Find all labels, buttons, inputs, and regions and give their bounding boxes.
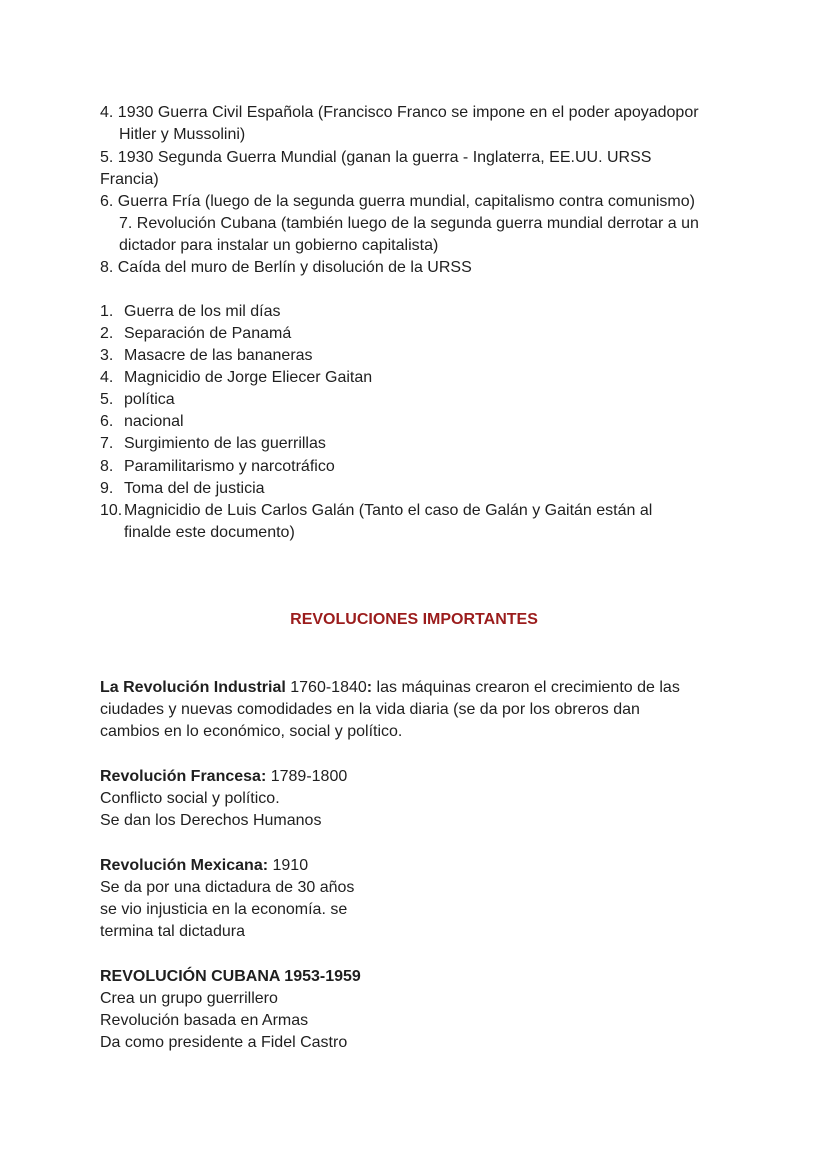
list-number: 1. (100, 303, 114, 320)
list-item-4-line2: Hitler y Mussolini) (119, 126, 246, 143)
list-item: Toma del de justicia (124, 480, 265, 497)
mexicana-title: Revolución Mexicana: (100, 857, 269, 874)
industrial-line2: ciudades y nuevas comodidades en la vida diaria (se da por los obreros dan (100, 701, 640, 718)
list-item: Separación de Panamá (124, 325, 292, 342)
list-item-7-line2: dictador para instalar un gobierno capitalista) (119, 237, 439, 254)
list-item: Surgimiento de las guerrillas (124, 435, 326, 452)
list-item-8-line1: 8. Caída del muro de Berlín y disolución de la URSS (100, 259, 472, 276)
list-item: Masacre de las bananeras (124, 347, 313, 364)
list-number: 10. (100, 502, 123, 519)
cubana-line1: Crea un grupo guerrillero (100, 990, 278, 1007)
list-item-5-line2: Francia) (100, 171, 159, 188)
section-heading: REVOLUCIONES IMPORTANTES (290, 611, 538, 628)
mexicana-line3: termina tal dictadura (100, 923, 245, 940)
list-item: Magnicidio de Jorge Eliecer Gaitan (124, 369, 373, 386)
francesa-title: Revolución Francesa: (100, 768, 267, 785)
list-number: 7. (100, 435, 114, 452)
mexicana-years: 1910 (268, 857, 309, 874)
list-number: 2. (100, 325, 114, 342)
mexicana-line1: Se da por una dictadura de 30 años (100, 879, 355, 896)
industrial-text: las máquinas crearon el crecimiento de las (372, 679, 680, 696)
list-item: Guerra de los mil días (124, 303, 281, 320)
mexicana-heading (100, 855, 308, 877)
list-item-6-line1: 6. Guerra Fría (luego de la segunda guerra mundial, capitalismo contra comunismo) (100, 193, 695, 210)
cubana-line2: Revolución basada en Armas (100, 1012, 309, 1029)
industrial-colon: : (366, 679, 373, 696)
list-item: nacional (124, 413, 184, 430)
industrial-line3: cambios en lo económico, social y político. (100, 723, 403, 740)
list-item-4-line1: 4. 1930 Guerra Civil Española (Francisco Franco se impone en el poder apoyadopor (100, 104, 699, 121)
francesa-line2: Se dan los Derechos Humanos (100, 812, 322, 829)
list-item: Paramilitarismo y narcotráfico (124, 458, 335, 475)
list-number: 8. (100, 458, 114, 475)
list-number: 6. (100, 413, 114, 430)
list-number: 9. (100, 480, 114, 497)
list-item-continuation: finalde este documento) (124, 524, 295, 541)
list-item-7-line1: 7. Revolución Cubana (también luego de la segunda guerra mundial derrotar a un (119, 215, 699, 232)
mexicana-line2: se vio injusticia en la economía. se (100, 901, 348, 918)
industrial-years: 1760-1840 (285, 679, 367, 696)
list-item: política (124, 391, 175, 408)
cubana-heading (100, 966, 361, 988)
list-item-5-line1: 5. 1930 Segunda Guerra Mundial (ganan la guerra - Inglaterra, EE.UU. URSS (100, 149, 652, 166)
cubana-title: REVOLUCIÓN CUBANA 1953-1959 (100, 968, 361, 985)
francesa-line1: Conflicto social y político. (100, 790, 280, 807)
francesa-years: 1789-1800 (266, 768, 348, 785)
cubana-line3: Da como presidente a Fidel Castro (100, 1034, 348, 1051)
industrial-title: La Revolución Industrial (100, 679, 286, 696)
industrial-line1 (100, 677, 680, 699)
list-item: Magnicidio de Luis Carlos Galán (Tanto el caso de Galán y Gaitán están al (124, 502, 653, 519)
list-number: 3. (100, 347, 114, 364)
list-number: 4. (100, 369, 114, 386)
francesa-heading (100, 766, 347, 788)
list-number: 5. (100, 391, 114, 408)
